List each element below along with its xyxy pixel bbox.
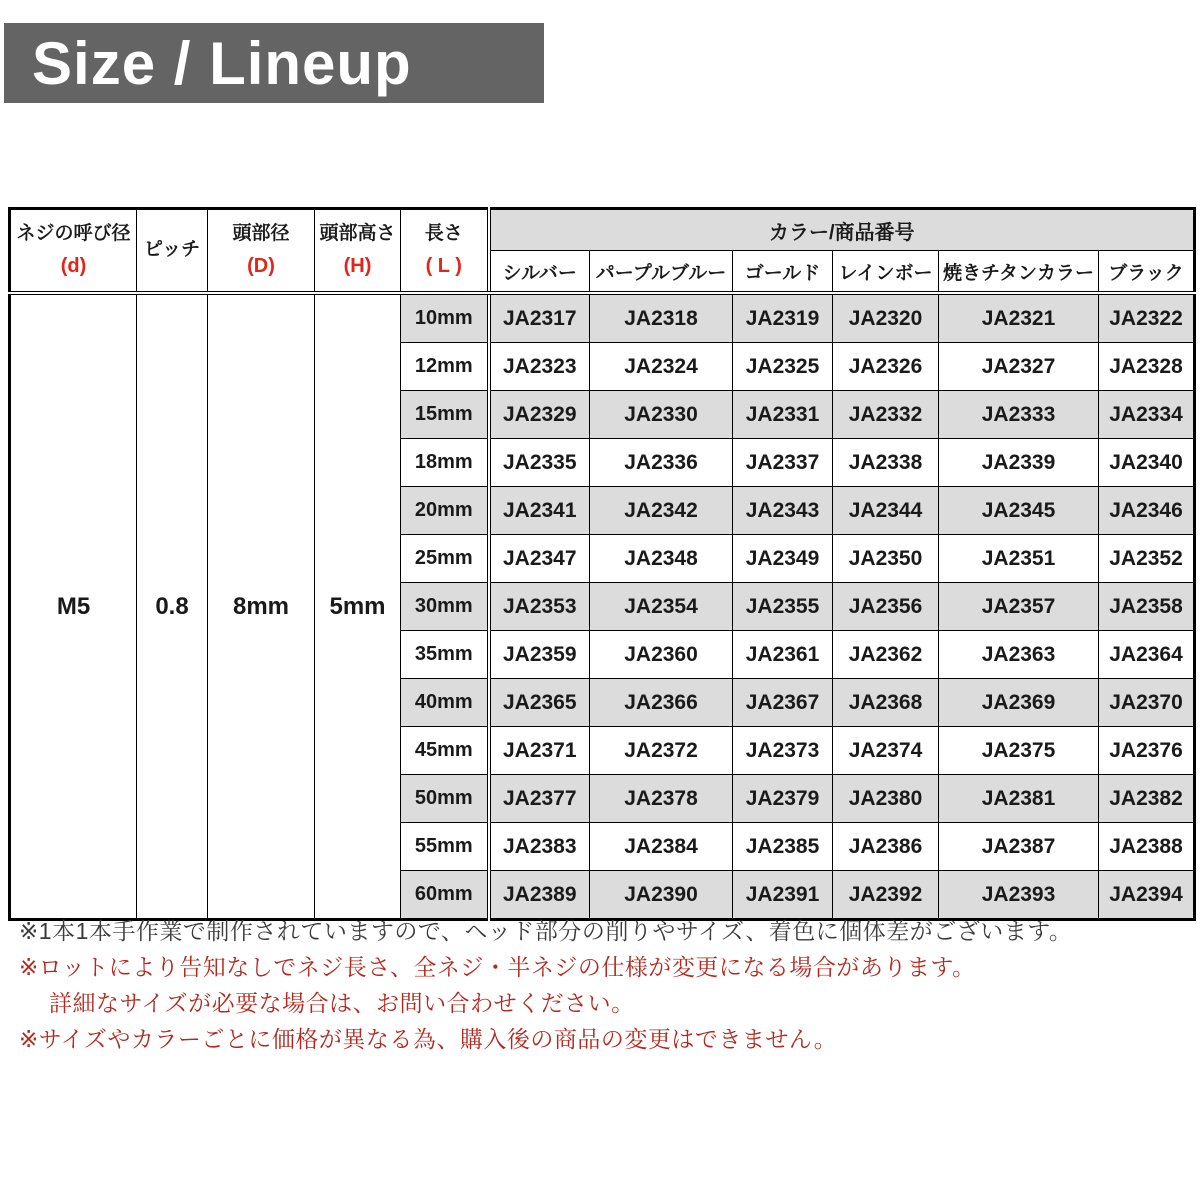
spec-value-cell: 5mm <box>315 293 401 920</box>
product-code-cell: JA2359 <box>489 631 590 679</box>
size-lineup-table <box>8 207 1196 921</box>
footnote-line: ※ロットにより告知なしでネジ長さ、全ネジ・半ネジの仕様が変更になる場合があります。 <box>19 954 976 980</box>
table-body <box>10 293 1195 920</box>
product-code-cell: JA2365 <box>489 679 590 727</box>
product-code-cell: JA2322 <box>1099 293 1195 343</box>
product-code-cell: JA2321 <box>939 293 1099 343</box>
product-code-cell: JA2370 <box>1099 679 1195 727</box>
col-header-head-diameter <box>208 209 315 294</box>
product-code-cell: JA2384 <box>590 823 733 871</box>
product-code-cell: JA2368 <box>833 679 939 727</box>
product-code-cell: JA2353 <box>489 583 590 631</box>
product-code-cell: JA2347 <box>489 535 590 583</box>
product-code-cell: JA2382 <box>1099 775 1195 823</box>
table-row <box>10 293 1195 343</box>
product-code-cell: JA2366 <box>590 679 733 727</box>
length-cell: 12mm <box>401 343 489 391</box>
product-code-cell: JA2342 <box>590 487 733 535</box>
product-code-cell: JA2331 <box>733 391 833 439</box>
col-header-purple-blue: パープルブルー <box>590 251 733 294</box>
product-code-cell: JA2391 <box>733 871 833 920</box>
product-code-cell: JA2329 <box>489 391 590 439</box>
product-code-cell: JA2364 <box>1099 631 1195 679</box>
length-cell: 50mm <box>401 775 489 823</box>
col-header-label: 頭部径 <box>232 223 290 245</box>
product-code-cell: JA2375 <box>939 727 1099 775</box>
page-title: Size / Lineup <box>32 29 412 97</box>
product-code-cell: JA2381 <box>939 775 1099 823</box>
product-code-cell: JA2376 <box>1099 727 1195 775</box>
product-code-cell: JA2334 <box>1099 391 1195 439</box>
header-row-top <box>10 209 1195 251</box>
col-header-label: ピッチ <box>143 239 201 261</box>
footnote-line: 詳細なサイズが必要な場合は、お問い合わせください。 <box>49 990 635 1016</box>
product-code-cell: JA2356 <box>833 583 939 631</box>
product-code-cell: JA2336 <box>590 439 733 487</box>
length-cell: 55mm <box>401 823 489 871</box>
col-header-silver: シルバー <box>489 251 590 294</box>
col-header-gold: ゴールド <box>733 251 833 294</box>
col-header-label: 長さ <box>424 223 463 245</box>
spec-value-cell: 8mm <box>208 293 315 920</box>
product-code-cell: JA2319 <box>733 293 833 343</box>
length-cell: 20mm <box>401 487 489 535</box>
product-code-cell: JA2328 <box>1099 343 1195 391</box>
spec-value-cell: M5 <box>10 293 137 920</box>
product-code-cell: JA2394 <box>1099 871 1195 920</box>
product-code-cell: JA2361 <box>733 631 833 679</box>
footnotes <box>19 916 1189 1060</box>
length-cell: 25mm <box>401 535 489 583</box>
col-header-burnt-titanium: 焼きチタンカラー <box>939 251 1099 294</box>
length-cell: 15mm <box>401 391 489 439</box>
product-code-cell: JA2358 <box>1099 583 1195 631</box>
product-code-cell: JA2351 <box>939 535 1099 583</box>
product-code-cell: JA2390 <box>590 871 733 920</box>
col-header-label: 頭部高さ <box>319 223 396 245</box>
footnote-line: ※サイズやカラーごとに価格が異なる為、購入後の商品の変更はできません。 <box>19 1026 838 1052</box>
product-code-cell: JA2341 <box>489 487 590 535</box>
col-header-symbol: (D) <box>247 254 275 277</box>
length-cell: 10mm <box>401 293 489 343</box>
length-cell: 60mm <box>401 871 489 920</box>
product-code-cell: JA2338 <box>833 439 939 487</box>
product-code-cell: JA2317 <box>489 293 590 343</box>
length-cell: 40mm <box>401 679 489 727</box>
product-code-cell: JA2346 <box>1099 487 1195 535</box>
product-code-cell: JA2339 <box>939 439 1099 487</box>
product-code-cell: JA2392 <box>833 871 939 920</box>
product-code-cell: JA2360 <box>590 631 733 679</box>
product-code-cell: JA2333 <box>939 391 1099 439</box>
size-lineup-table-container <box>8 207 1196 921</box>
product-code-cell: JA2352 <box>1099 535 1195 583</box>
col-header-symbol: ( L ) <box>425 254 462 277</box>
product-code-cell: JA2377 <box>489 775 590 823</box>
length-cell: 30mm <box>401 583 489 631</box>
product-code-cell: JA2373 <box>733 727 833 775</box>
col-header-head-height <box>315 209 401 294</box>
product-code-cell: JA2344 <box>833 487 939 535</box>
product-code-cell: JA2325 <box>733 343 833 391</box>
product-code-cell: JA2324 <box>590 343 733 391</box>
product-code-cell: JA2362 <box>833 631 939 679</box>
col-header-length <box>401 209 489 294</box>
product-code-cell: JA2354 <box>590 583 733 631</box>
product-code-cell: JA2369 <box>939 679 1099 727</box>
product-code-cell: JA2383 <box>489 823 590 871</box>
product-code-cell: JA2387 <box>939 823 1099 871</box>
product-code-cell: JA2332 <box>833 391 939 439</box>
product-code-cell: JA2337 <box>733 439 833 487</box>
spec-value-cell: 0.8 <box>137 293 208 920</box>
product-code-cell: JA2371 <box>489 727 590 775</box>
product-code-cell: JA2379 <box>733 775 833 823</box>
product-code-cell: JA2343 <box>733 487 833 535</box>
length-cell: 18mm <box>401 439 489 487</box>
title-banner <box>4 23 544 103</box>
length-cell: 45mm <box>401 727 489 775</box>
col-header-screw-diameter <box>10 209 137 294</box>
product-code-cell: JA2363 <box>939 631 1099 679</box>
col-header-black: ブラック <box>1099 251 1195 294</box>
product-code-cell: JA2378 <box>590 775 733 823</box>
product-code-cell: JA2385 <box>733 823 833 871</box>
product-code-cell: JA2372 <box>590 727 733 775</box>
product-code-cell: JA2323 <box>489 343 590 391</box>
product-code-cell: JA2349 <box>733 535 833 583</box>
col-header-symbol: (d) <box>60 254 87 277</box>
length-cell: 35mm <box>401 631 489 679</box>
product-code-cell: JA2330 <box>590 391 733 439</box>
product-code-cell: JA2320 <box>833 293 939 343</box>
product-code-cell: JA2374 <box>833 727 939 775</box>
col-header-symbol: (H) <box>343 254 372 277</box>
col-header-label: ネジの呼び径 <box>16 223 131 245</box>
product-code-cell: JA2355 <box>733 583 833 631</box>
product-code-cell: JA2386 <box>833 823 939 871</box>
product-code-cell: JA2357 <box>939 583 1099 631</box>
product-code-cell: JA2367 <box>733 679 833 727</box>
product-code-cell: JA2348 <box>590 535 733 583</box>
product-code-cell: JA2393 <box>939 871 1099 920</box>
product-code-cell: JA2326 <box>833 343 939 391</box>
product-code-cell: JA2327 <box>939 343 1099 391</box>
product-code-cell: JA2380 <box>833 775 939 823</box>
col-header-rainbow: レインボー <box>833 251 939 294</box>
col-header-pitch <box>137 209 208 294</box>
product-code-cell: JA2389 <box>489 871 590 920</box>
product-code-cell: JA2340 <box>1099 439 1195 487</box>
product-code-cell: JA2350 <box>833 535 939 583</box>
footnote-line: ※1本1本手作業で制作されていますので、ヘッド部分の削りやサイズ、着色に個体差がございます。 <box>19 918 1073 944</box>
product-code-cell: JA2388 <box>1099 823 1195 871</box>
col-group-header-color-product-number: カラー/商品番号 <box>489 209 1195 251</box>
product-code-cell: JA2335 <box>489 439 590 487</box>
product-code-cell: JA2318 <box>590 293 733 343</box>
product-code-cell: JA2345 <box>939 487 1099 535</box>
